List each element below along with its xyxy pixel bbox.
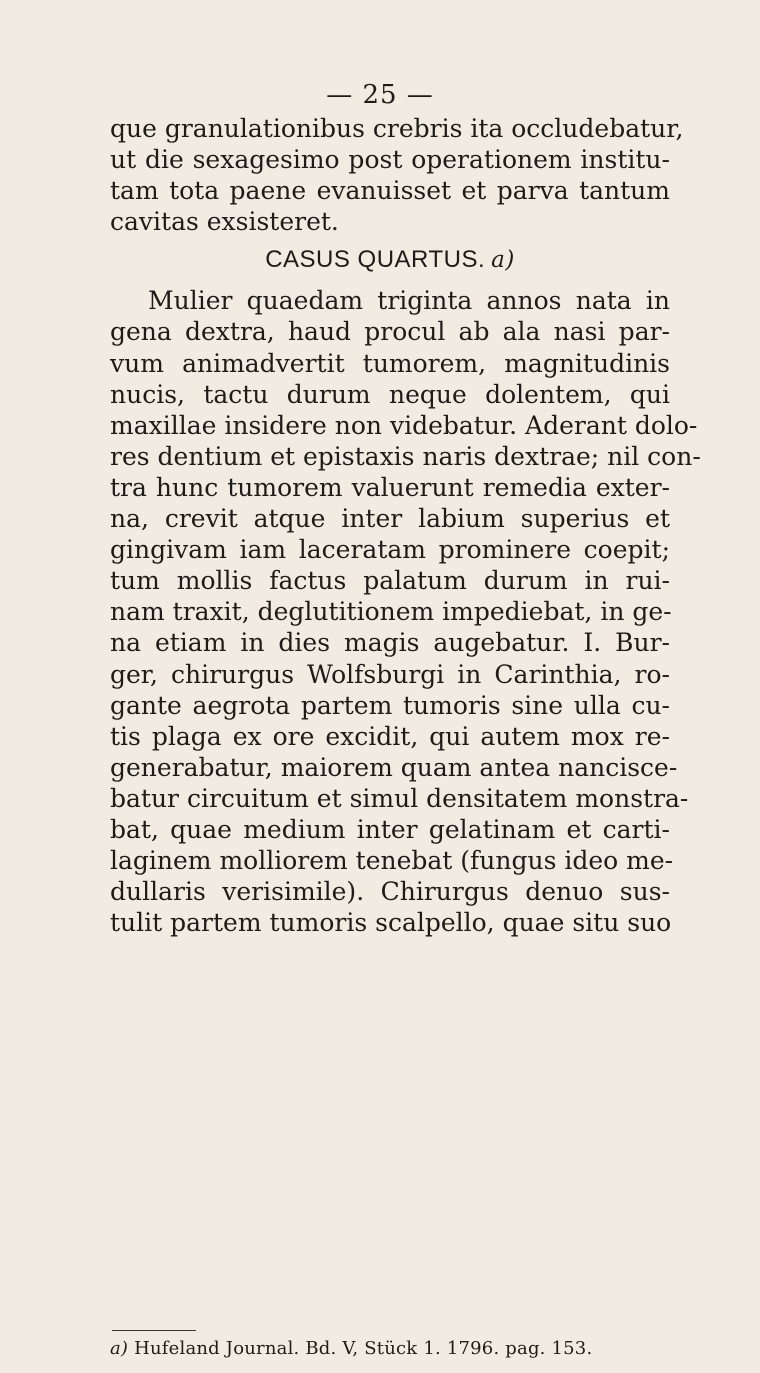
text-line: ut die sexagesimo post operationem institu- bbox=[110, 145, 670, 175]
text-line: que granulationibus crebris ita occludebatur, bbox=[110, 114, 684, 143]
text-line: tis plaga ex ore excidit, qui autem mox re- bbox=[110, 721, 670, 751]
text-line: tulit partem tumoris scalpello, quae situ suo bbox=[110, 908, 672, 938]
footnote-divider bbox=[112, 1330, 196, 1331]
text-line: Mulier quaedam triginta annos nata in bbox=[148, 286, 670, 316]
text-line: batur circuitum et simul densitatem monstra- bbox=[110, 783, 689, 813]
paragraph-2 bbox=[110, 285, 701, 938]
page-number: — 25 — bbox=[326, 80, 434, 110]
text-line: generabatur, maiorem quam antea nancisce- bbox=[110, 752, 678, 782]
text-line: bat, quae medium inter gelatinam et carti- bbox=[110, 814, 670, 844]
text-line: laginem molliorem tenebat (fungus ideo me- bbox=[110, 846, 674, 876]
text-line: maxillae insidere non videbatur. Aderant dolo- bbox=[110, 410, 698, 440]
footnote bbox=[110, 1337, 690, 1361]
section-heading-title: CASUS QUARTUS. bbox=[265, 246, 486, 274]
text-line: gante aegrota partem tumoris sine ulla cu- bbox=[110, 690, 670, 720]
text-line: ger, chirurgus Wolfsburgi in Carinthia, ro- bbox=[110, 659, 670, 689]
text-line: dullaris verisimile). Chirurgus denuo sus- bbox=[110, 877, 670, 907]
paragraph-1 bbox=[110, 113, 684, 237]
text-line: tum mollis factus palatum durum in rui- bbox=[110, 566, 670, 596]
text-line: nam traxit, deglutitionem impediebat, in ge- bbox=[110, 597, 672, 627]
footnote-text: Hufeland Journal. Bd. V, Stück 1. 1796. pag. 153. bbox=[134, 1338, 593, 1359]
footnote-reference: a) bbox=[491, 247, 515, 274]
text-line: tam tota paene evanuisset et parva tantum bbox=[110, 176, 670, 206]
section-heading bbox=[110, 241, 670, 279]
text-line: vum animadvertit tumorem, magnitudinis bbox=[110, 348, 670, 378]
text-line: nucis, tactu durum neque dolentem, qui bbox=[110, 379, 670, 409]
text-line: na, crevit atque inter labium superius et bbox=[110, 504, 670, 534]
body-text bbox=[110, 113, 701, 938]
text-line: res dentium et epistaxis naris dextrae; nil con- bbox=[110, 441, 701, 471]
text-line: cavitas exsisteret. bbox=[110, 207, 339, 237]
text-line: na etiam in dies magis augebatur. I. Bur- bbox=[110, 628, 670, 658]
text-line: gena dextra, haud procul ab ala nasi par- bbox=[110, 317, 670, 347]
footnote-mark: a) bbox=[110, 1338, 129, 1359]
text-line: gingivam iam laceratam prominere coepit; bbox=[110, 535, 670, 565]
text-line: tra hunc tumorem valuerunt remedia exter- bbox=[110, 472, 670, 502]
